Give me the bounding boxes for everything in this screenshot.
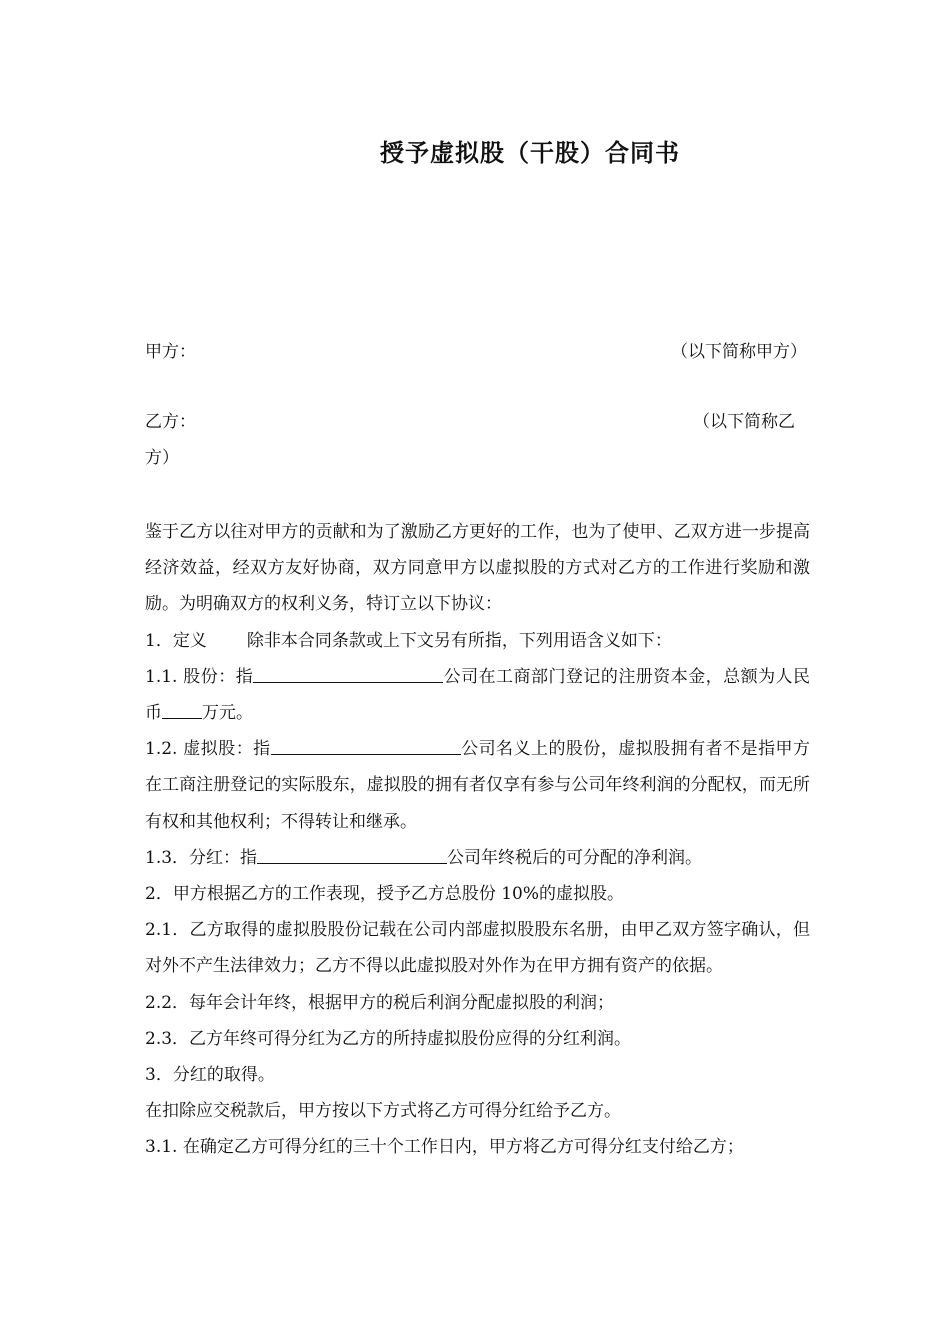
clause-1-3-text: 公司年终税后的可分配的净利润。 xyxy=(447,847,703,868)
section-2: 2．甲方根据乙方的工作表现，授予乙方总股份 10%的虚拟股。 xyxy=(145,884,625,905)
clause-1-1-suffix: 万元。 xyxy=(202,703,253,724)
clause-1-1-middle: 公司在工商部门登记的注册资本金，总额为人民币 xyxy=(145,666,811,724)
party-a-note: （以下简称甲方） xyxy=(671,342,807,362)
clause-1-3-prefix: 1.3．分红：指 xyxy=(145,847,258,868)
party-b-label: 乙方： xyxy=(145,412,196,432)
section-1-heading: 1．定义 xyxy=(145,630,207,651)
section-1-definitions xyxy=(145,623,810,659)
party-a-line xyxy=(145,334,807,370)
clause-1-2-text: 公司名义上的股份，虚拟股拥有者不是指甲方在工商注册登记的实际股东，虚拟股的拥有者仅享有参与公司年终利润的分配权，而无所有权和其他权利；不得转让和继承。 xyxy=(145,739,811,832)
clause-2-2: 2.2．每年会计年终，根据甲方的税后利润分配虚拟股的利润； xyxy=(145,992,615,1013)
section-1-text: 除非本合同条款或上下文另有所指，下列用语含义如下： xyxy=(246,630,672,651)
contract-body xyxy=(145,514,810,1166)
clause-2-3: 2.3．乙方年终可得分红为乙方的所持虚拟股份应得的分红利润。 xyxy=(145,1028,632,1049)
section-3-intro: 在扣除应交税款后，甲方按以下方式将乙方可得分红给予乙方。 xyxy=(145,1101,621,1122)
clause-1-3 xyxy=(145,840,810,876)
party-b-note: （以下简称乙 xyxy=(693,412,795,432)
clause-1-1-prefix: 1.1. 股份：指 xyxy=(145,666,254,687)
intro-paragraph: 鉴于乙方以往对甲方的贡献和为了激励乙方更好的工作，也为了使甲、乙双方进一步提高经济效益，经双方友好协商，双方同意甲方以虚拟股的方式对乙方的工作进行奖励和激励。为明确双方的权利义务，特订立以下协议： xyxy=(145,522,810,615)
party-b-line xyxy=(145,404,807,476)
capital-amount-blank[interactable] xyxy=(162,700,202,719)
section-3: 3．分红的取得。 xyxy=(145,1065,275,1086)
clause-1-1 xyxy=(145,659,810,731)
clause-2-1: 2.1．乙方取得的虚拟股股份记载在公司内部虚拟股股东名册，由甲乙双方签字确认，但对外不产生法律效力；乙方不得以此虚拟股对外作为在甲方拥有资产的依据。 xyxy=(145,920,810,977)
clause-1-2 xyxy=(145,731,810,840)
clause-1-2-prefix: 1.2. 虚拟股：指 xyxy=(145,739,271,760)
document-title: 授予虚拟股（干股）合同书 xyxy=(380,139,680,167)
company-name-blank[interactable] xyxy=(271,736,461,755)
company-name-blank[interactable] xyxy=(257,845,447,864)
party-a-label: 甲方： xyxy=(145,342,196,362)
clause-3-1: 3.1. 在确定乙方可得分红的三十个工作日内，甲方将乙方可得分红支付给乙方； xyxy=(145,1137,744,1158)
party-b-note-wrap: 方） xyxy=(145,448,179,468)
company-name-blank[interactable] xyxy=(253,664,443,683)
